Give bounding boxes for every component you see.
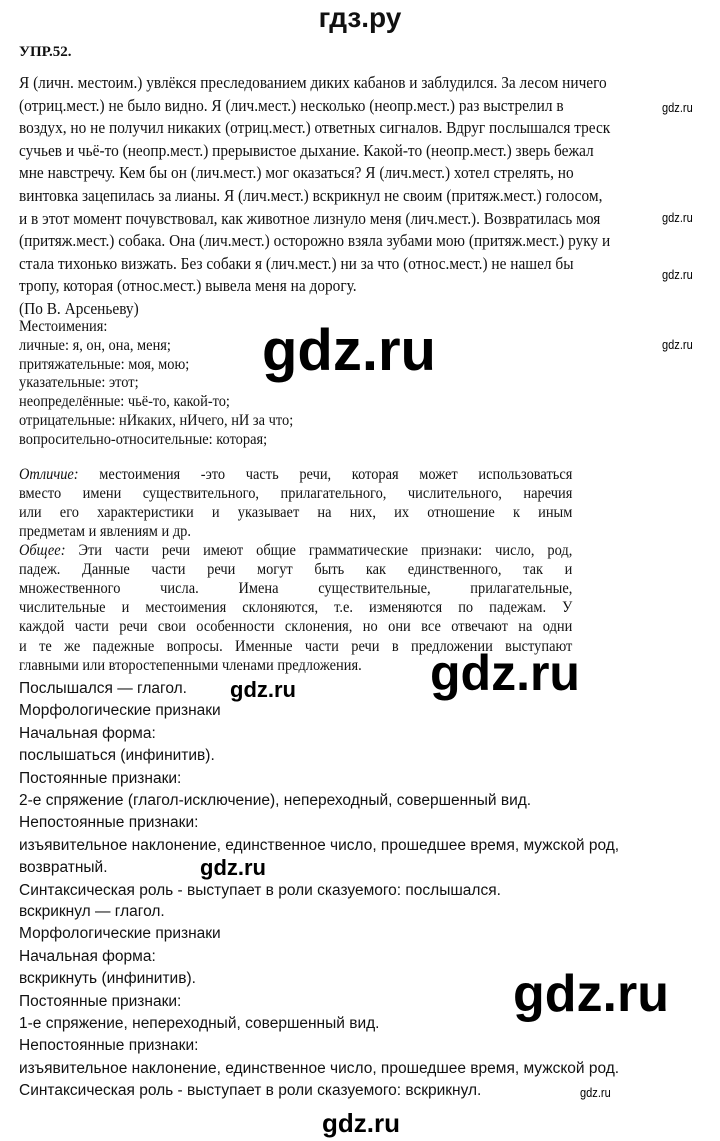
gdz-watermark: gdz.ru xyxy=(662,267,693,282)
gdz-watermark: gdz.ru xyxy=(230,677,296,702)
analysis-line: изъявительное наклонение, единственное число, прошедшее время, мужской род. xyxy=(19,1059,620,1077)
exercise-title: УПР.52. xyxy=(19,44,72,60)
text-line: (По В. Арсеньеву) xyxy=(19,299,139,318)
analysis-line: Постоянные признаки: xyxy=(19,769,182,787)
analysis-line: 1-е спряжение, непереходный, совершенный вид. xyxy=(19,1015,380,1032)
analysis-line: Начальная форма: xyxy=(19,947,156,965)
line-text: главными или второстепенными членами предложения. xyxy=(19,656,362,674)
text-line: тропу, которая (относ.мест.) вывела меня на дорогу. xyxy=(19,276,357,296)
pronoun-item: отрицательные: нИкаких, нИчего, нИ за что; xyxy=(19,412,294,429)
analysis-line: Послышался — глагол. xyxy=(19,680,187,697)
line-text: каждой части речи свои особенности склонения, но они все отвечают на одни xyxy=(19,618,573,636)
common-line xyxy=(19,580,572,598)
site-header: гдз.ру xyxy=(318,2,402,33)
gdz-watermark: gdz.ru xyxy=(580,1085,611,1100)
analysis-line: Морфологические признаки xyxy=(19,925,221,943)
difference-line xyxy=(19,523,191,541)
pronoun-item: личные: я, он, она, меня; xyxy=(19,336,171,354)
gdz-watermark: gdz.ru xyxy=(322,1108,400,1138)
analysis-line: Непостоянные признаки: xyxy=(19,1037,199,1055)
text-line: стала тихонько визжать. Без собаки я (лич.мест.) ни за что (относ.мест.) не нашел бы xyxy=(19,253,574,273)
text-line: и в этот момент почувствовал, как животное лизнуло меня (лич.мест.). Возвратилась моя xyxy=(19,208,601,228)
text-line: (притяж.мест.) собака. Она (лич.мест.) осторожно взяла зубами мою (притяж.мест.) руку и xyxy=(19,231,611,251)
common-line xyxy=(19,542,572,560)
text-line: Я (личн. местоим.) увлёкся преследованием диких кабанов и заблудился. За лесом ничего xyxy=(19,73,607,92)
analysis-line: вскрикнул — глагол. xyxy=(19,903,165,920)
difference-label: Отличие: xyxy=(19,466,79,483)
line-text: местоимения -это часть речи, которая может использоваться xyxy=(99,466,573,483)
analysis-line: Постоянные признаки: xyxy=(19,992,182,1010)
line-text: Эти части речи имеют общие грамматические признаки: число, род, xyxy=(78,542,573,559)
analysis-line: Начальная форма: xyxy=(19,724,156,742)
text-line: сучьев и чьё-то (неопр.мест.) прерывистое дыхание. Какой-то (неопр.мест.) зверь бежал xyxy=(19,140,594,160)
pronoun-item: неопределённые: чьё-то, какой-то; xyxy=(19,393,230,411)
text-line: воздух, но не получил никаких (отриц.мест.) ответных сигналов. Вдруг послышался треск xyxy=(19,118,611,138)
analysis-line: Морфологические признаки xyxy=(19,702,221,720)
analysis-line: вскрикнуть (инфинитив). xyxy=(19,970,196,988)
gdz-watermark: gdz.ru xyxy=(200,855,266,880)
text-line: винтовка зацепилась за лианы. Я (лич.мест.) вскрикнул не своим (притяж.мест.) голосом, xyxy=(19,186,603,205)
gdz-watermark: gdz.ru xyxy=(662,337,693,352)
analysis-line: 2-е спряжение (глагол-исключение), непереходный, совершенный вид. xyxy=(19,792,532,809)
analysis-line: возвратный. xyxy=(19,859,108,877)
analysis-line: послышаться (инфинитив). xyxy=(19,747,215,765)
gdz-watermark: gdz.ru xyxy=(662,210,693,225)
pronoun-item: вопросительно-относительные: которая; xyxy=(19,430,268,448)
difference-line xyxy=(19,466,572,484)
common-line xyxy=(19,599,572,617)
line-text: и те же падежные вопросы. Именные части речи в предложении выступают xyxy=(19,637,573,655)
analysis-line: Непостоянные признаки: xyxy=(19,814,199,832)
common-line xyxy=(19,561,572,579)
common-label: Общее: xyxy=(19,542,66,559)
common-line xyxy=(19,657,362,675)
gdz-watermark: gdz.ru xyxy=(513,965,669,1023)
pronoun-item: притяжательные: моя, мою; xyxy=(19,355,190,373)
analysis-line: изъявительное наклонение, единственное число, прошедшее время, мужской род, xyxy=(19,836,620,854)
line-text: вместо имени существительного, прилагательного, числительного, наречия xyxy=(19,485,573,503)
pronoun-heading: Местоимения: xyxy=(19,318,108,335)
line-text: предметам и явлениям и др. xyxy=(19,523,191,541)
text-line: мне навстречу. Кем бы он (лич.мест.) мог оказаться? Я (лич.мест.) хотел стрелять, но xyxy=(19,163,574,183)
pronoun-item: указательные: этот; xyxy=(19,374,139,392)
line-text: или его характеристики и указывает на них, их отношение к иным xyxy=(19,504,573,522)
analysis-line: Синтаксическая роль - выступает в роли сказуемого: вскрикнул. xyxy=(19,1082,482,1100)
gdz-watermark: gdz.ru xyxy=(430,645,580,701)
text-line: (отриц.мест.) не было видно. Я (лич.мест.) несколько (неопр.мест.) раз выстрелил в xyxy=(19,95,564,115)
line-text: числительные и местоимения склоняются, т.е. изменяются по падежам. У xyxy=(19,599,573,617)
analysis-line: Синтаксическая роль - выступает в роли сказуемого: послышался. xyxy=(19,881,501,899)
difference-line xyxy=(19,485,572,503)
line-text: падеж. Данные части речи могут быть как единственного, так и xyxy=(19,561,573,579)
difference-line xyxy=(19,504,572,522)
common-line xyxy=(19,618,572,636)
line-text: множественного числа. Имена существительные, прилагательные, xyxy=(19,580,573,598)
gdz-watermark: gdz.ru xyxy=(262,318,436,383)
gdz-watermark: gdz.ru xyxy=(662,100,693,115)
